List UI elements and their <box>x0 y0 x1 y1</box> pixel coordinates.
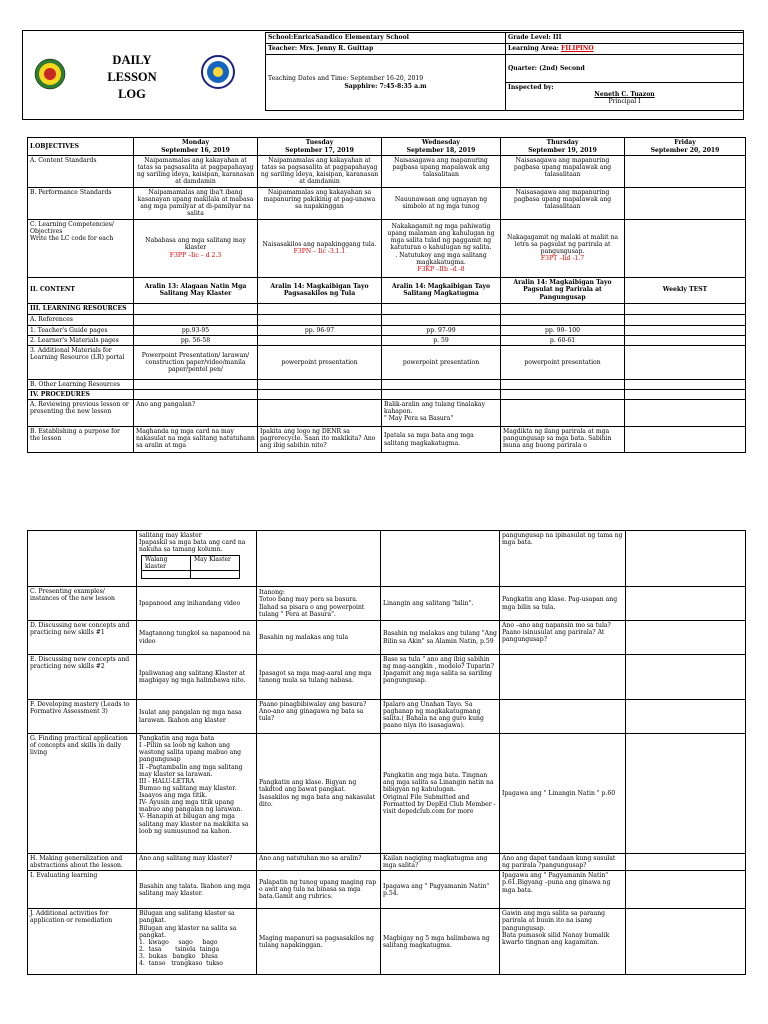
table-cell: Ano ang natutuhan mo sa aralin? <box>257 854 381 871</box>
table-cell: p. 60-61 <box>501 335 625 345</box>
table-cell: pp. 56-58 <box>134 335 258 345</box>
dates-field: Teaching Dates and Time: September 16-20, 2019 Sapphire: 7:45-8:35 a.m <box>266 55 506 111</box>
grade-field: Grade Level: III <box>506 33 744 44</box>
table-cell: Maging mapanuri sa pagsasakilos ng tulang napakinggan. <box>257 909 381 975</box>
table-cell: Naipamamalas ang kakayahan sa mapanuring pakikinig at pag-unawa sa napakinggan <box>258 187 382 219</box>
table-cell <box>382 389 501 399</box>
table-cell: Ipagawa ang " Pagyamanin Natin" p.54. <box>381 871 500 909</box>
objectives-heading: I.OBJECTIVES <box>28 138 134 156</box>
table-cell: Ipagawa ang " Pagyamanin Natin" p.61.Bigyang –puna ang ginawa ng mga bata. <box>500 871 626 909</box>
table-cell: Basahin ang talata. Ikahon ang mga salitang may klaster. <box>137 871 257 909</box>
table-cell <box>257 531 381 587</box>
table-cell <box>626 871 746 909</box>
table-cell: Magbigay ng 5 mga halimbawa ng salitang magkatugma. <box>381 909 500 975</box>
table-cell <box>501 400 625 427</box>
table-cell: Ano –ano ang napansin mo sa tula? Paano isinusulat ang parirala? At pangungusap? <box>500 621 626 655</box>
table-cell <box>625 345 746 379</box>
table-cell <box>501 303 625 314</box>
table-cell: Ipapanood ang inihandang video <box>137 587 257 621</box>
table-cell: Naipamamalas ang kakayahan at tatas sa pagsasalita at pagpapahayag ng sariling ideya, kaisipan, karanasan at damdamin <box>134 156 258 188</box>
lesson-table-page1 <box>27 137 746 453</box>
table-cell: pp.93-95 <box>134 325 258 335</box>
table-cell: Itanong: Totoo bang may pera sa basura. Ilahad sa pisara o ang powerpoint tulang " Pera at Basura". <box>257 587 381 621</box>
table-cell <box>258 400 382 427</box>
table-cell <box>625 303 746 314</box>
table-cell: Pangkatin ang klase. Pag-usapan ang mga bilin sa tula. <box>500 587 626 621</box>
table-cell: Aralin 14: Magkaibigan Tayo Salitang Magkatugma <box>382 277 501 303</box>
table-cell <box>625 427 746 453</box>
header-info-table <box>265 32 744 111</box>
table-cell <box>382 314 501 325</box>
table-cell: Balik-aralin ang tulang tinalakay kahapon. " May Pera sa Basura" <box>382 400 501 427</box>
table-cell: Ipatala sa mga bata ang mga salitang magkakatugma. <box>382 427 501 453</box>
table-cell: Aralin 14: Magkaibigan Tayo Pagsasakilos ng Tula <box>258 277 382 303</box>
lesson-table-page2 <box>27 530 746 975</box>
table-cell <box>625 379 746 389</box>
table-cell: Naipamamalas ang iba't ibang kasanayan upang makilala at mabasa ang mga pamilyar at di-pamilyar na salita <box>134 187 258 219</box>
table-cell: Ipalaro ang Unahan Tayo. Sa paghanap ng magkakatugmang salita.( Bahala na ang guro kung paano niya ito isasagawa). <box>381 700 500 734</box>
table-cell: pp. 99- 100 <box>501 325 625 335</box>
row-label: J. Additional activities for application or remediation <box>28 909 137 975</box>
list-item: 3. bukas bangko blusa <box>139 953 218 960</box>
table-cell <box>625 400 746 427</box>
table-cell <box>258 379 382 389</box>
row-label: III. LEARNING RESOURCES <box>28 303 134 314</box>
table-cell <box>500 655 626 700</box>
table-cell: Ipaliwanag ang salitang Klaster at magbigay ng mga halimbawa nito. <box>137 655 257 700</box>
table-cell: Paano pinagbibiwalay ang basura? Ano-ano ang ginagawa ng bata sa tula? <box>257 700 381 734</box>
table-cell: powerpoint presentation <box>258 345 382 379</box>
school-field: School:EnricaSandico Elementary School <box>266 33 506 44</box>
table-cell: Weekly TEST <box>625 277 746 303</box>
document-title: DAILY LESSON LOG <box>107 53 157 101</box>
row-label: B. Performance Standards <box>28 187 134 219</box>
klaster-sort-table <box>141 555 240 579</box>
table-cell <box>501 389 625 399</box>
table-cell <box>625 156 746 188</box>
table-cell: Naisasagawa ang mapanuring pagbasa upang mapalawak ang talasalitaan <box>501 187 625 219</box>
row-label: C. Presenting examples/ instances of the new lesson <box>28 587 137 621</box>
table-cell <box>258 303 382 314</box>
table-cell <box>134 314 258 325</box>
table-cell: pangungusap na ipinasulat ng tama ng mga bata. <box>500 531 626 587</box>
row-label: H. Making generalization and abstractions about the lesson. <box>28 854 137 871</box>
table-cell: Pangkatin ang mga bata. Tingnan ang mga salita sa Linangin natin na bibigyan ng kahulugan. Original File Submitted and Formatted by DepEd Club Member - visit depedclub.com for more <box>381 734 500 854</box>
table-cell: Naisasagawa ang mapanuring pagbasa upang mapalawak ang talasalitaan <box>501 156 625 188</box>
table-cell <box>258 335 382 345</box>
table-cell <box>258 314 382 325</box>
table-cell: Magdikta ng ilang parirala at mga pangungusap sa mga bata. Sabihin muna ang buong parirala o <box>501 427 625 453</box>
table-cell <box>625 314 746 325</box>
table-cell: Nababasa ang mga salitang may klaster F3PP –Iic – d 2.3 <box>134 219 258 277</box>
table-cell <box>258 389 382 399</box>
row-label: IV. PROCEDURES <box>28 389 134 399</box>
table-cell <box>381 531 500 587</box>
table-cell <box>626 621 746 655</box>
row-label: C. Learning Competencies/ Objectives Write the LC code for each <box>28 219 134 277</box>
table-cell <box>382 379 501 389</box>
school-seal-icon <box>33 57 67 95</box>
row-label: B. Other Learning Resources <box>28 379 134 389</box>
table-cell <box>134 389 258 399</box>
table-cell: Basahin ng malakas ang tulang "Ang Bilin sa Akin" sa Alamin Natin, p.59 <box>381 621 500 655</box>
inspected-field: Inspected by: Neneth C. Tuazon Principal I <box>506 83 744 111</box>
table-cell: Naisasagawa ang mapanuring pagbasa upang mapalawak ang talasalitaan <box>382 156 501 188</box>
table-cell: Maghanda ng mga card na may nakasulat na mga salitang natutuhann sa aralin at mga <box>134 427 258 453</box>
table-cell: Basahin ng malakas ang tula <box>257 621 381 655</box>
table-cell: Aralin 14: Magkaibigan Tayo Pagsulat ng Parirala at Pangungusap <box>501 277 625 303</box>
row-label: F. Developing mastery (Leads to Formative Assessment 3) <box>28 700 137 734</box>
table-cell: Nauunawaan ang ugnayan ng simbolo at ng mga tunog <box>382 187 501 219</box>
table-cell: Ano ang pangalan? <box>134 400 258 427</box>
day-thursday: Thursday September 19, 2019 <box>501 138 625 156</box>
table-cell <box>142 571 191 579</box>
table-cell <box>191 571 240 579</box>
list-item: 2. tasa tsinela tainga <box>139 945 220 953</box>
table-cell: powerpoint presentation <box>382 345 501 379</box>
row-label: I. Evaluating learning <box>28 871 137 909</box>
area-field: Learning Area: FILIPINO <box>506 44 744 55</box>
table-cell: Ipagawa ang " Linangin Natin " p.60 <box>500 734 626 854</box>
table-cell <box>626 587 746 621</box>
table-cell: Palapatin ng tunog upang maging rap o awit ang tula na binasa sa mga bata.Gamit ang rubrics. <box>257 871 381 909</box>
table-cell: Pangkatin ang mga bata I –Piliin sa loob ng kahon ang wastong salita upang mabuo ang pangungusap II –Pagtambalin ang mga salitang may klaster sa larawan. III - HALU-LETRA Bumuo ng salitang may klaster. Isaayos ang mga titik. IV- Ayusin ang mga titik upang mabuo ang pangalan ng larawan. V- Hanapin at bilugan ang mga salitang may klaster na makikita sa loob ng sumusunod na kahon. <box>137 734 257 854</box>
row-label: 1. Teacher's Guide pages <box>28 325 134 335</box>
row-label: B. Establishing a purpose for the lesson <box>28 427 134 453</box>
table-cell: Bilugan ang salitang klaster sa pangkat. Bilugan ang klaster na salita sa pangkat. 1. kwago sago bago 2. tasa tsinela tainga 3. bukas bangko blusa 4. tanso trangkaso tukso <box>137 909 257 975</box>
table-cell: Base sa tula " ano ang ibig sabihin ng mag-aangkin , modelo? Tuparin? Ipagamit ang mga salita sa sariling pangungusap. <box>381 655 500 700</box>
table-cell <box>625 335 746 345</box>
table-cell <box>134 303 258 314</box>
table-cell: Ipasagot sa mga mag-aaral ang mga tanong mula sa tulang nabasa. <box>257 655 381 700</box>
day-wednesday: Wednesday September 18, 2019 <box>382 138 501 156</box>
table-cell <box>625 325 746 335</box>
table-cell: Powerpoint Presentation/ larawan/ construction paper/video/manila paper/pentel pen/ <box>134 345 258 379</box>
table-cell <box>626 854 746 871</box>
table-cell: Aralin 13: Alagaan Natin Mga Salitang May Klaster <box>134 277 258 303</box>
row-label: II. CONTENT <box>28 277 134 303</box>
table-cell <box>134 379 258 389</box>
table-cell: pp. 97-99 <box>382 325 501 335</box>
day-tuesday: Tuesday September 17, 2019 <box>258 138 382 156</box>
table-cell: Linangin ang salitang "bilin". <box>381 587 500 621</box>
row-label: A. Content Standards <box>28 156 134 188</box>
table-cell <box>626 655 746 700</box>
teacher-field: Teacher: Mrs. Jenny R. Guittap <box>266 44 506 55</box>
table-cell <box>625 219 746 277</box>
table-cell <box>626 734 746 854</box>
table-cell <box>28 531 137 587</box>
table-cell: powerpoint presentation <box>501 345 625 379</box>
deped-seal-icon <box>200 54 236 94</box>
table-cell <box>626 531 746 587</box>
table-cell: Ano ang dapat tandaan kung susulat ng parirala ?pangungusap? <box>500 854 626 871</box>
mini-col-may: May Klaster <box>191 556 240 571</box>
mini-col-walang: Walang klaster <box>142 556 191 571</box>
table-cell: Nakagagamit ng malaki at maliit na letra sa pagsulat ng parirala at pangungusap. F3PT –Iid -1.7 <box>501 219 625 277</box>
list-item: 1. kwago sago bago <box>139 938 218 946</box>
table-cell <box>626 909 746 975</box>
table-cell <box>625 187 746 219</box>
table-cell: Kailan nagiging magkatugma ang mga salita? <box>381 854 500 871</box>
table-cell <box>501 314 625 325</box>
row-label: A. Reviewing previous lesson or presenting the new lesson <box>28 400 134 427</box>
table-cell: Naisasakilos ang napakinggang tula. F3PN – Iic -3.1.1 <box>258 219 382 277</box>
table-cell: Pangkatin ang klase. Bigyan ng takdtod ang bawat pangkat. Isasakilos ng mga bata ang nakasulat dito. <box>257 734 381 854</box>
table-cell: Ipakita ang logo ng DENR sa pagrerecycle. Saan ito makikita? Ano ang ibig sabihin nito? <box>258 427 382 453</box>
row-label: A. References <box>28 314 134 325</box>
row-label: E. Discussing new concepts and practicing new skills #2 <box>28 655 137 700</box>
table-cell: Gawin ang mga salita sa paraang parirala at buuin ito na isang pangungusap. Bata pumasok silid Nanay bumalik kwarto tingnan ang kagamitan. <box>500 909 626 975</box>
table-cell: Magtanong tungkol sa napanood na video <box>137 621 257 655</box>
table-cell: salitang may klaster Ipapaskil sa mga bata ang card na nakuha sa tamang kolumn. Walang klaster May Klaster <box>137 531 257 587</box>
table-cell <box>501 379 625 389</box>
table-cell <box>500 700 626 734</box>
table-cell <box>625 389 746 399</box>
row-label: D. Discussing new concepts and practicing new skills #1 <box>28 621 137 655</box>
table-cell: Nakakagamit ng mga pahiwatig upang malaman ang kahulugan ng mga salita tulad ng paggamit ng katuturan o kahulugan ng salita. . Natutukoy ang mga salitang magkakatugma. F3KP –IIb –d -8 <box>382 219 501 277</box>
table-cell <box>626 700 746 734</box>
row-label: 3. Additional Materials for Learning Resource (LR) portal <box>28 345 134 379</box>
day-friday: Friday September 20, 2019 <box>625 138 746 156</box>
table-cell: pp. 96-97 <box>258 325 382 335</box>
quarter-field: Quarter: (2nd) Second <box>506 55 744 83</box>
table-cell <box>382 303 501 314</box>
table-cell: Isulat ang pangalan ng mga nasa larawan. Ikahon ang klaster <box>137 700 257 734</box>
day-monday: Monday September 16, 2019 <box>134 138 258 156</box>
row-label: G. Finding practical application of concepts and skills in daily living <box>28 734 137 854</box>
row-label: 2. Learner's Materials pages <box>28 335 134 345</box>
table-cell: p. 59 <box>382 335 501 345</box>
table-cell: Naipamamalas ang kakayahan at tatas sa pagsasalita at pagpapahayag ng sariling ideya, kaisipan, karanasan at damdamin <box>258 156 382 188</box>
list-item: 4. tanso trangkaso tukso <box>139 960 223 968</box>
table-cell: Ano ang salitang may klaster? <box>137 854 257 871</box>
